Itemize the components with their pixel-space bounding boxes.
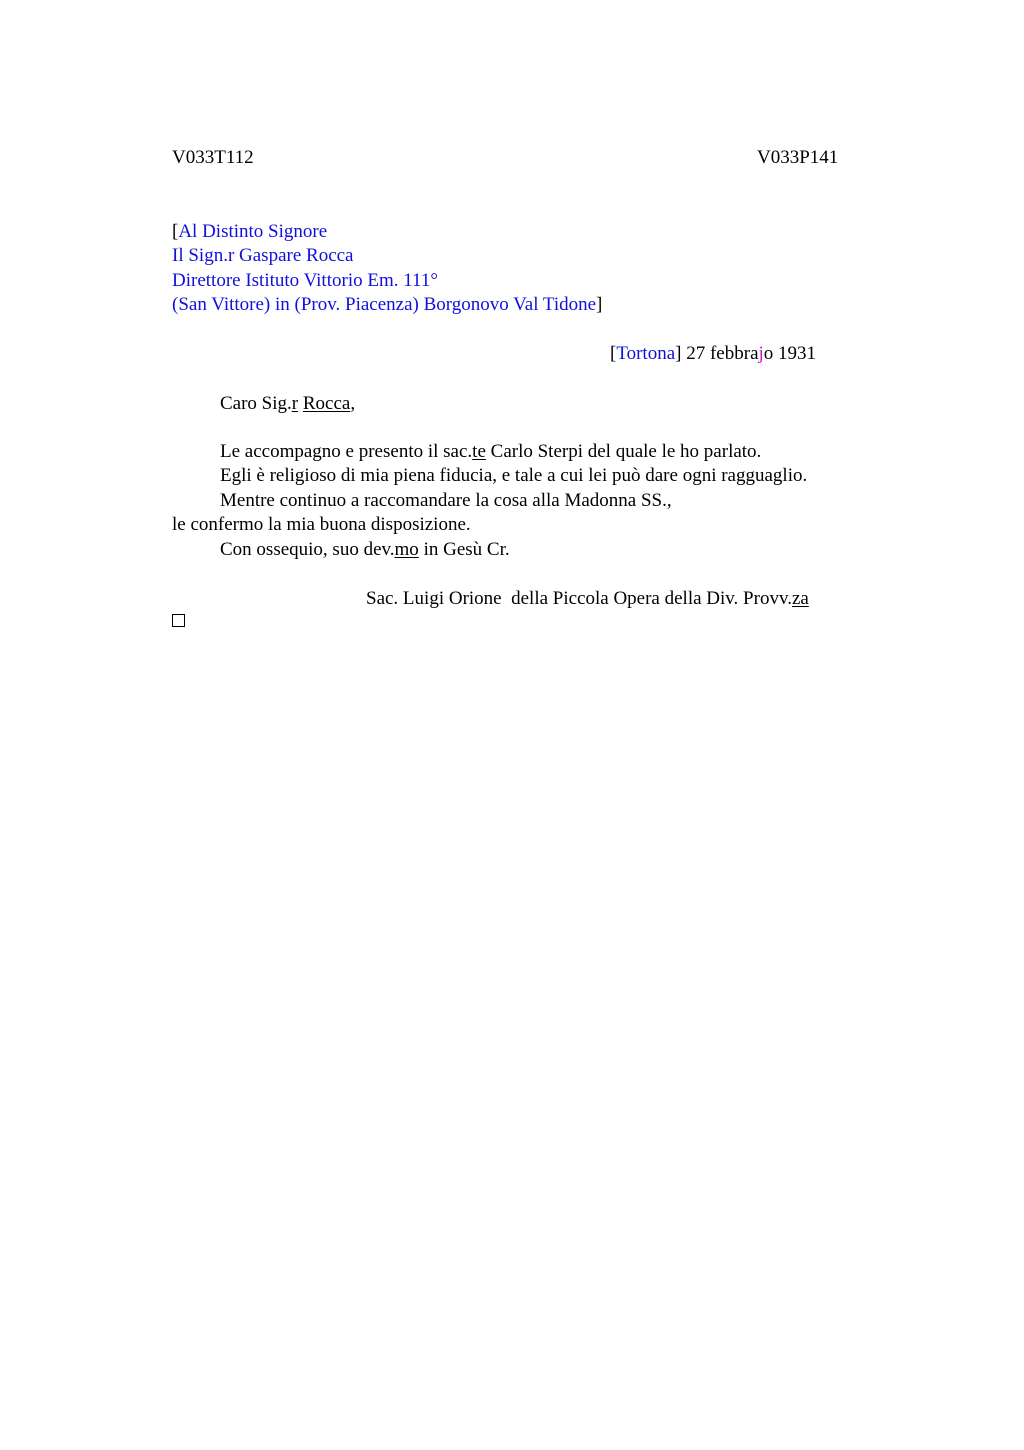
body-line-5-abbrev: mo [394, 539, 419, 560]
date-close-bracket: ] [675, 343, 682, 364]
open-bracket: [ [172, 221, 179, 242]
body-line-5-pre: Con ossequio, suo dev. [220, 539, 395, 560]
date-correction-letter: j [758, 343, 764, 364]
end-marker-box-icon [172, 614, 185, 627]
address-line-3: Direttore Istituto Vittorio Em. 111° [172, 270, 438, 291]
signature-abbrev: za [791, 588, 809, 609]
body-line-1-post: Carlo Sterpi del quale le ho parlato. [485, 441, 762, 462]
date-day: 27 febbra [681, 343, 759, 364]
body-line-1-abbrev: te [472, 441, 486, 462]
body-line-1 [220, 440, 761, 464]
archive-code-right: V033P141 [757, 147, 839, 168]
salutation-abbrev: r [291, 393, 299, 414]
salutation-comma: , [350, 393, 356, 414]
archive-code-left: V033T112 [172, 147, 254, 168]
date-open-bracket: [ [610, 343, 617, 364]
body-line-2: Egli è religioso di mia piena fiducia, e tale a cui lei può dare ogni ragguaglio. [220, 465, 808, 486]
body-line-4: le confermo la mia buona disposizione. [172, 514, 471, 535]
address-line-4 [172, 293, 602, 317]
close-bracket: ] [596, 294, 603, 315]
date-rest: o 1931 [763, 343, 817, 364]
dateline [610, 342, 816, 366]
signature-text: Sac. Luigi Orione della Piccola Opera della Div. Provv. [366, 588, 792, 609]
address-line-4-text: (San Vittore) in (Prov. Piacenza) Borgonovo Val Tidone [172, 294, 597, 315]
address-line-2: Il Sign.r Gaspare Rocca [172, 245, 354, 266]
salutation-name: Rocca [302, 393, 351, 414]
body-line-5-post: in Gesù Cr. [418, 539, 510, 560]
salutation-prefix: Caro Sig. [220, 393, 292, 414]
body-line-5 [220, 538, 510, 562]
salutation [220, 392, 355, 416]
body-line-3: Mentre continuo a raccomandare la cosa alla Madonna SS., [220, 490, 672, 511]
body-line-1-pre: Le accompagno e presento il sac. [220, 441, 473, 462]
address-line-1-text: Al Distinto Signore [178, 221, 328, 242]
signature [366, 587, 809, 611]
date-place: Tortona [616, 343, 676, 364]
address-line-1 [172, 220, 327, 244]
